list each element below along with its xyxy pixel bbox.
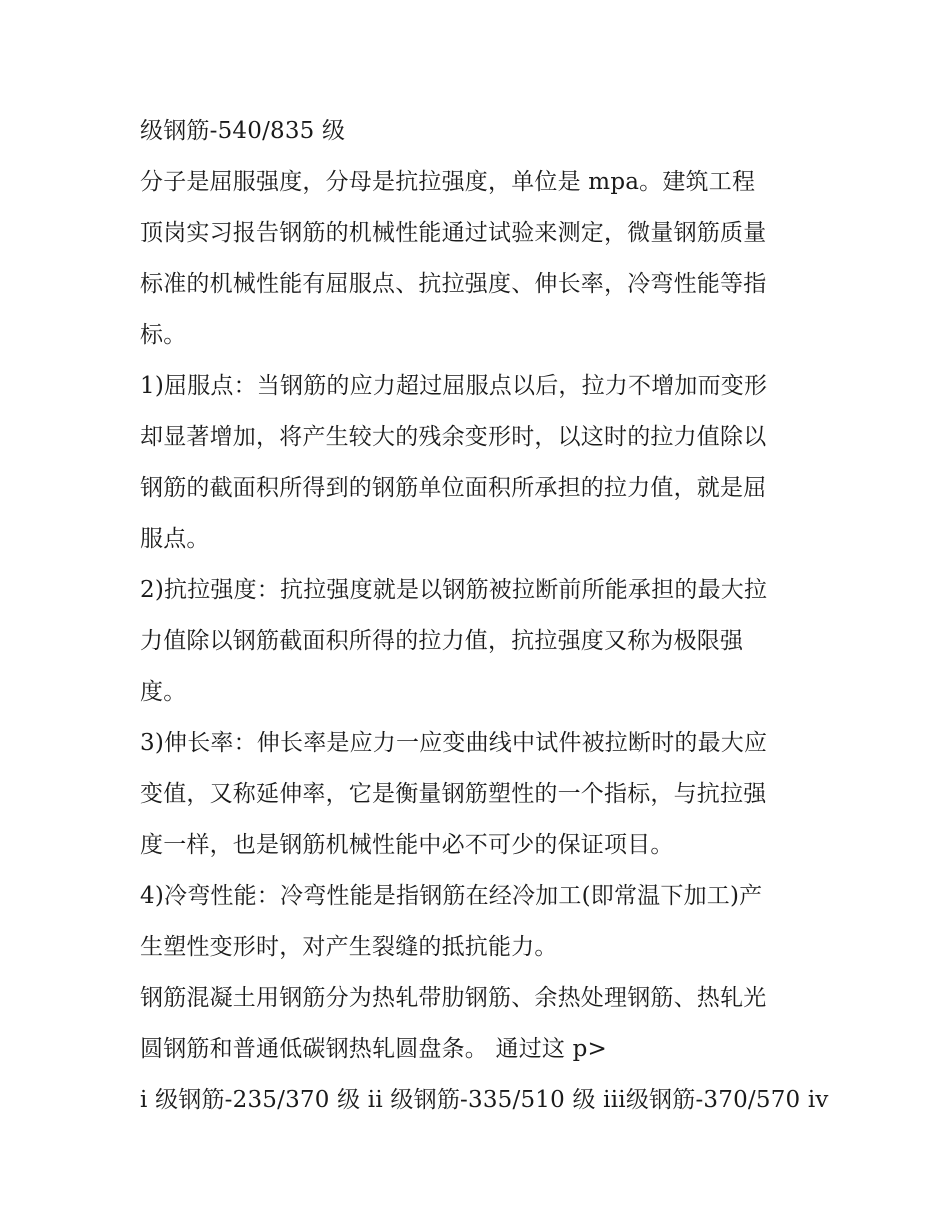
text-line: i 级钢筋-235/370 级 ii 级钢筋-335/510 级 iii级钢筋-370/570 iv (140, 1087, 829, 1113)
text-line: 级钢筋-540/835 级 (140, 118, 346, 144)
text-line: 度一样，也是钢筋机械性能中必不可少的保证项目。 (140, 832, 674, 858)
text-line: 分子是屈服强度，分母是抗拉强度，单位是 mpa。建筑工程 (140, 169, 756, 195)
text-line: 钢筋混凝土用钢筋分为热轧带肋钢筋、余热处理钢筋、热轧光 (140, 985, 767, 1011)
text-line: 钢筋的截面积所得到的钢筋单位面积所承担的拉力值，就是屈 (140, 475, 767, 501)
text-line: 2)抗拉强度：抗拉强度就是以钢筋被拉断前所能承担的最大拉 (140, 577, 768, 603)
text-line: 1)屈服点：当钢筋的应力超过屈服点以后，拉力不增加而变形 (140, 373, 768, 399)
text-line: 力值除以钢筋截面积所得的拉力值，抗拉强度又称为极限强 (140, 628, 744, 654)
text-line: 却显著增加，将产生较大的残余变形时，以这时的拉力值除以 (140, 424, 767, 450)
text-line: 圆钢筋和普通低碳钢热轧圆盘条。 通过这 p> (140, 1036, 608, 1062)
text-line: 标准的机械性能有屈服点、抗拉强度、伸长率，冷弯性能等指 (140, 271, 767, 297)
text-line: 变值，又称延伸率，它是衡量钢筋塑性的一个指标，与抗拉强 (140, 781, 767, 807)
text-line: 服点。 (140, 526, 210, 552)
text-line: 3)伸长率：伸长率是应力一应变曲线中试件被拉断时的最大应 (140, 730, 768, 756)
text-line: 度。 (140, 679, 187, 705)
text-line: 生塑性变形时，对产生裂缝的抵抗能力。 (140, 934, 558, 960)
document-body (140, 106, 829, 1126)
text-line: 4)冷弯性能：冷弯性能是指钢筋在经冷加工(即常温下加工)产 (140, 883, 763, 909)
text-line: 标。 (140, 322, 187, 348)
text-line: 顶岗实习报告钢筋的机械性能通过试验来测定，微量钢筋质量 (140, 220, 767, 246)
